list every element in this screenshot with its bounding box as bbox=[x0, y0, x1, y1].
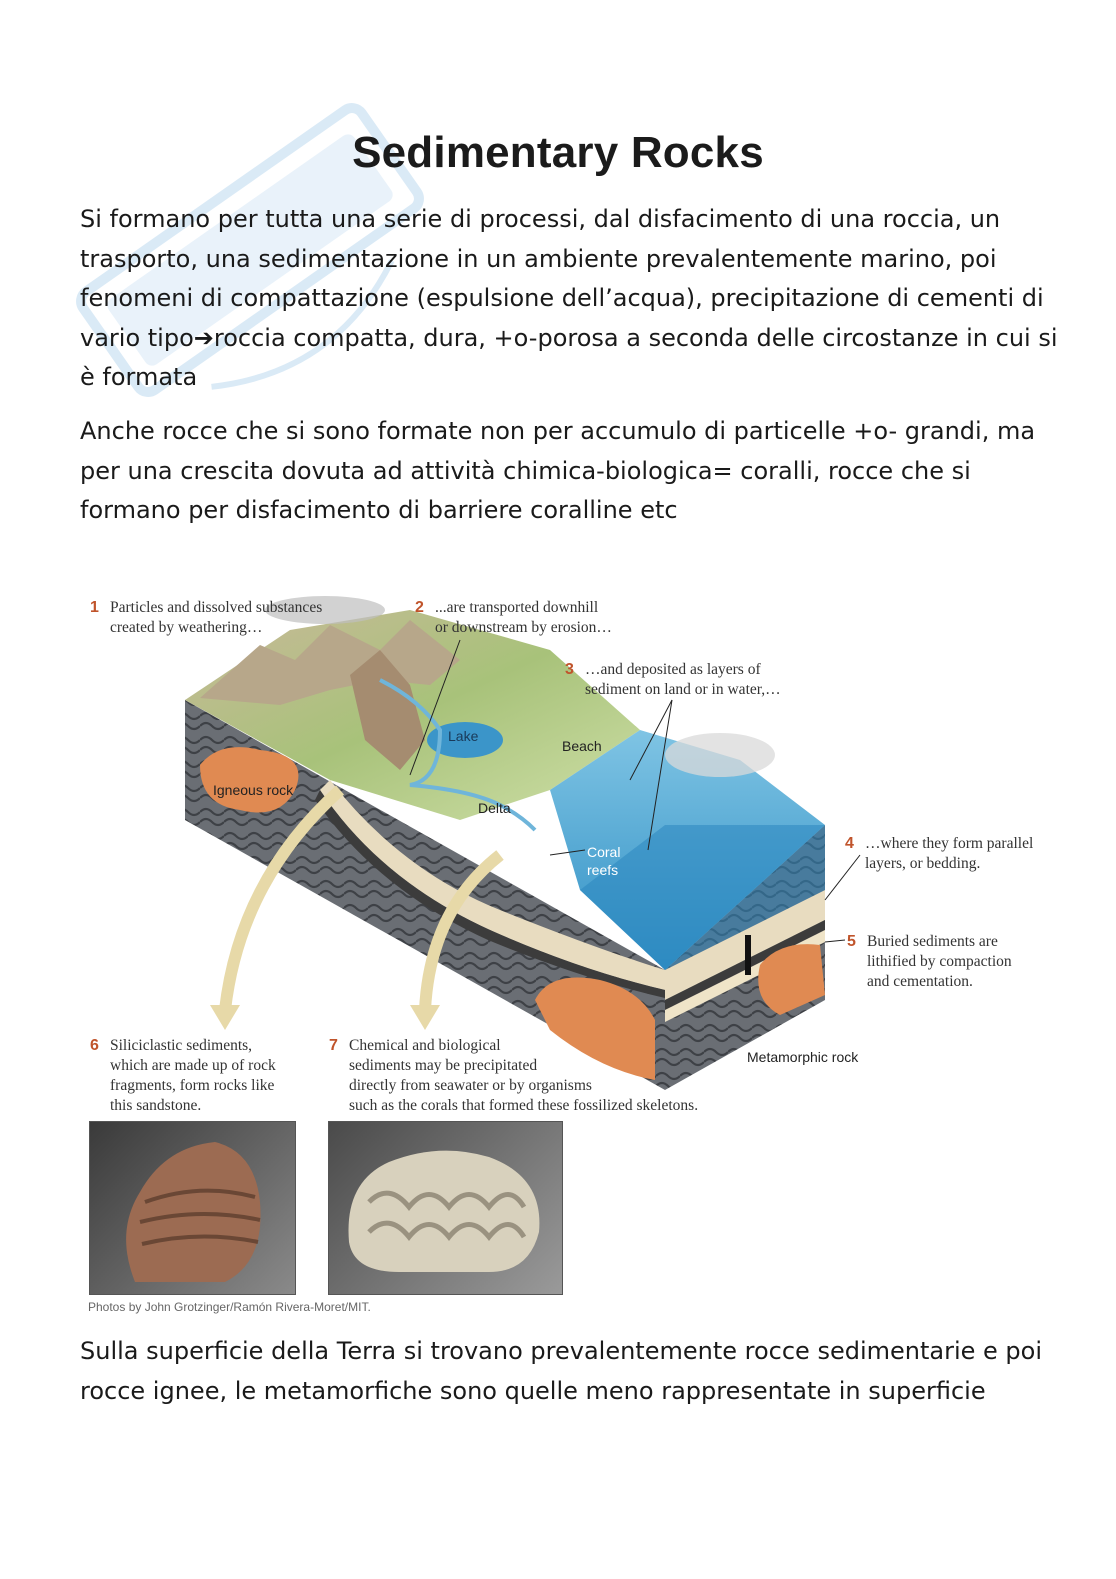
page-title: Sedimentary Rocks bbox=[352, 128, 764, 177]
sedimentary-cycle-figure bbox=[80, 590, 1070, 1320]
right-arrow-icon: ➔ bbox=[193, 323, 214, 352]
coral-paragraph: Anche rocce che si sono formate non per accumulo di particelle +o- grandi, ma per una crescita dovuta ad attività chimica-biologica= coralli, rocce che si formano per disfacimento di barriere coralline etc bbox=[80, 417, 1036, 524]
label-igneous-rock: Igneous rock bbox=[213, 782, 294, 798]
intro-paragraph bbox=[80, 200, 1060, 398]
caption-7: 7 Chemical and biological sediments may be precipitated directly from seawater or by organisms such as the corals that formed these fossilized skeletons. bbox=[329, 1037, 699, 1114]
sandstone-photo bbox=[89, 1121, 296, 1295]
label-lake: Lake bbox=[448, 728, 479, 744]
label-delta: Delta bbox=[478, 800, 511, 816]
label-beach: Beach bbox=[562, 738, 602, 754]
label-coral: Coral bbox=[587, 844, 621, 860]
label-metamorphic-rock: Metamorphic rock bbox=[747, 1049, 859, 1065]
caption-6: 6 Siliciclastic sediments, which are made up of rock fragments, form rocks like this sandstone. bbox=[90, 1037, 276, 1114]
caption-1: 1 Particles and dissolved substances created by weathering… bbox=[90, 599, 323, 636]
intro-text-after: roccia compatta, dura, +o-porosa a seconda delle circostanze in cui si è formata bbox=[80, 323, 1058, 391]
caption-5: 5 Buried sediments are lithified by compaction and cementation. bbox=[847, 933, 1012, 990]
coral-photo bbox=[328, 1121, 563, 1295]
caption-4: 4 …where they form parallel layers, or bedding. bbox=[845, 835, 1034, 872]
caption-3: 3 …and deposited as layers of sediment on land or in water,… bbox=[565, 661, 781, 698]
summary-paragraph: Sulla superficie della Terra si trovano prevalentemente rocce sedimentarie e poi rocce ignee, le metamorfiche sono quelle meno rappresentate in superficie bbox=[80, 1337, 1043, 1405]
caption-2: 2 ...are transported downhill or downstream by erosion… bbox=[415, 599, 612, 636]
label-reefs: reefs bbox=[587, 862, 619, 878]
photo-credit: Photos by John Grotzinger/Ramón Rivera-Moret/MIT. bbox=[88, 1300, 371, 1314]
intro-text-before: Si formano per tutta una serie di processi, dal disfacimento di una roccia, un trasporto, una sedimentazione in un ambiente prevalentemente marino, poi fenomeni di compattazione (espulsione dell’acqua), precipitazione di cementi di vario tipo bbox=[80, 205, 1044, 352]
